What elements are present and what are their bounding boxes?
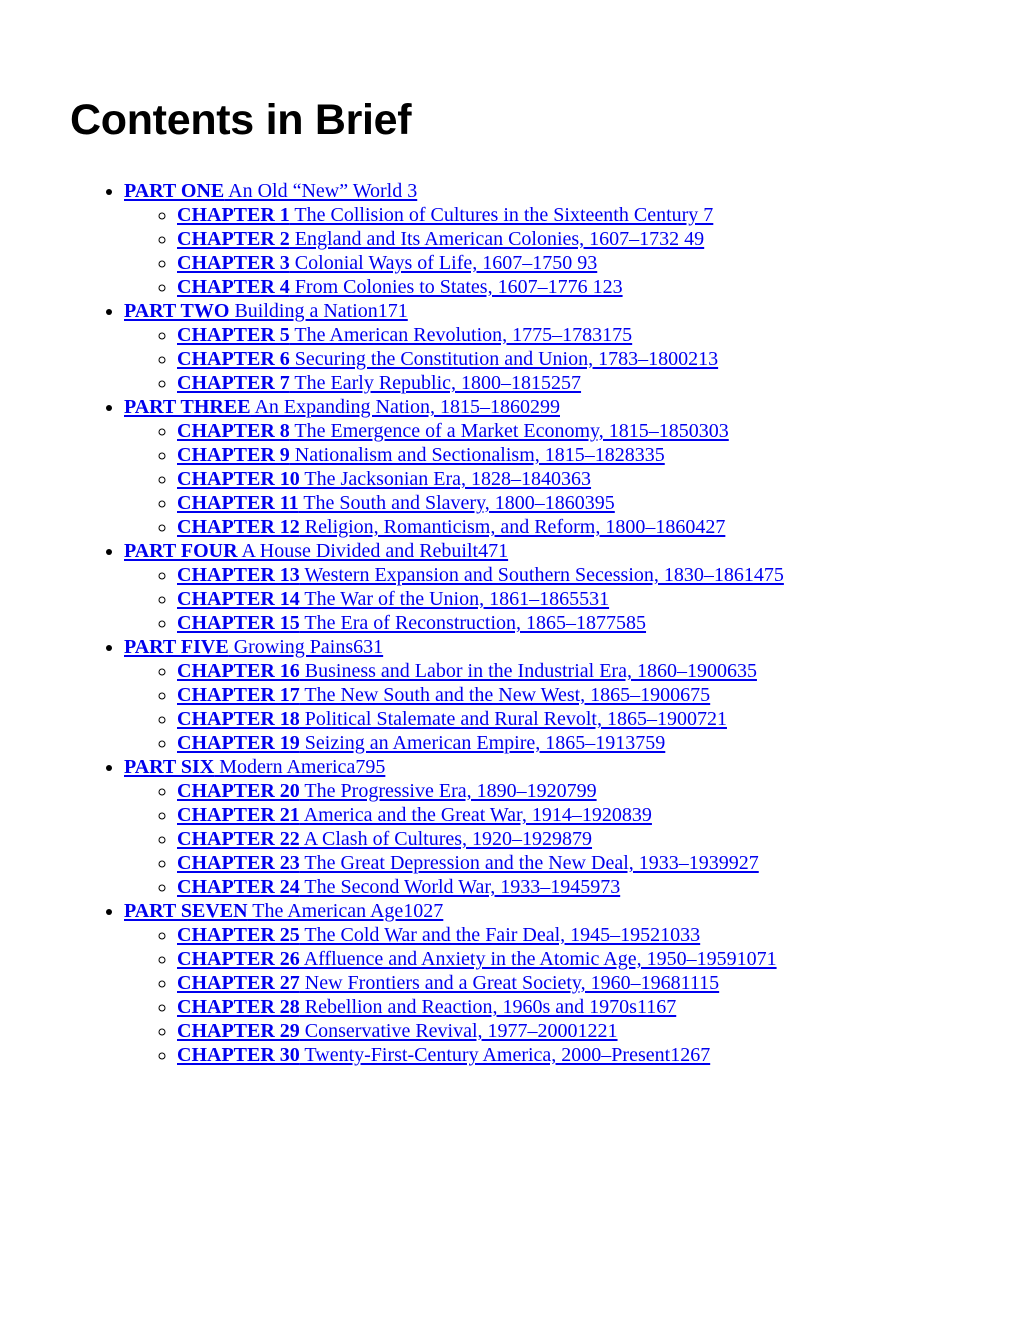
part-label: PART FIVE <box>124 636 229 658</box>
chapter-list <box>124 419 1020 539</box>
chapter-label: CHAPTER 18 <box>177 708 300 730</box>
chapter-label: CHAPTER 1 <box>177 204 290 226</box>
part-label: PART TWO <box>124 300 230 322</box>
chapter-title: The South and Slavery, 1800–1860395 <box>298 492 615 514</box>
chapter-link[interactable] <box>177 924 700 946</box>
chapter-label: CHAPTER 30 <box>177 1044 300 1066</box>
chapter-link[interactable] <box>177 972 719 994</box>
chapter-label: CHAPTER 7 <box>177 372 290 394</box>
part-item <box>124 635 1020 755</box>
part-title: Modern America795 <box>214 756 386 778</box>
chapter-label: CHAPTER 19 <box>177 732 300 754</box>
chapter-item <box>177 923 1020 947</box>
chapter-item <box>177 275 1020 299</box>
toc-page <box>70 95 1020 1067</box>
chapter-link[interactable] <box>177 420 729 442</box>
part-link[interactable] <box>124 756 385 778</box>
chapter-label: CHAPTER 17 <box>177 684 300 706</box>
chapter-item <box>177 419 1020 443</box>
chapter-item <box>177 467 1020 491</box>
chapter-list <box>124 323 1020 395</box>
chapter-title: Seizing an American Empire, 1865–1913759 <box>299 732 666 754</box>
chapter-list <box>124 203 1020 299</box>
part-link[interactable] <box>124 300 408 322</box>
chapter-item <box>177 971 1020 995</box>
chapter-item <box>177 947 1020 971</box>
chapter-item <box>177 323 1020 347</box>
chapter-label: CHAPTER 16 <box>177 660 300 682</box>
chapter-title: England and Its American Colonies, 1607–1732 49 <box>289 228 705 250</box>
chapter-list <box>124 659 1020 755</box>
chapter-title: The War of the Union, 1861–1865531 <box>299 588 610 610</box>
chapter-label: CHAPTER 21 <box>177 804 300 826</box>
chapter-link[interactable] <box>177 684 710 706</box>
chapter-link[interactable] <box>177 876 620 898</box>
chapter-title: Nationalism and Sectionalism, 1815–1828335 <box>289 444 665 466</box>
chapter-title: The Emergence of a Market Economy, 1815–1850303 <box>289 420 729 442</box>
chapter-label: CHAPTER 26 <box>177 948 300 970</box>
chapter-title: The Progressive Era, 1890–1920799 <box>299 780 597 802</box>
part-label: PART SEVEN <box>124 900 248 922</box>
chapter-link[interactable] <box>177 564 784 586</box>
part-title: The American Age1027 <box>247 900 444 922</box>
chapter-item <box>177 347 1020 371</box>
chapter-item <box>177 1043 1020 1067</box>
page-title: Contents in Brief <box>70 96 412 144</box>
chapter-title: The Great Depression and the New Deal, 1933–1939927 <box>299 852 759 874</box>
chapter-label: CHAPTER 4 <box>177 276 290 298</box>
parts-list <box>70 179 1020 1067</box>
chapter-title: The Era of Reconstruction, 1865–1877585 <box>299 612 647 634</box>
chapter-label: CHAPTER 27 <box>177 972 300 994</box>
part-item <box>124 395 1020 539</box>
chapter-title: Affluence and Anxiety in the Atomic Age, 1950–19591071 <box>299 948 777 970</box>
chapter-title: Rebellion and Reaction, 1960s and 1970s1167 <box>299 996 677 1018</box>
part-title: Growing Pains631 <box>228 636 384 658</box>
chapter-link[interactable] <box>177 372 581 394</box>
chapter-label: CHAPTER 6 <box>177 348 290 370</box>
part-item <box>124 899 1020 1067</box>
chapter-link[interactable] <box>177 276 623 298</box>
chapter-label: CHAPTER 29 <box>177 1020 300 1042</box>
chapter-item <box>177 1019 1020 1043</box>
chapter-item <box>177 707 1020 731</box>
chapter-link[interactable] <box>177 228 704 250</box>
chapter-link[interactable] <box>177 804 652 826</box>
chapter-label: CHAPTER 13 <box>177 564 300 586</box>
chapter-link[interactable] <box>177 612 646 634</box>
chapter-list <box>124 779 1020 899</box>
chapter-label: CHAPTER 12 <box>177 516 300 538</box>
part-label: PART SIX <box>124 756 215 778</box>
chapter-item <box>177 251 1020 275</box>
part-link[interactable] <box>124 396 560 418</box>
part-title: Building a Nation171 <box>229 300 408 322</box>
part-link[interactable] <box>124 900 443 922</box>
chapter-label: CHAPTER 15 <box>177 612 300 634</box>
chapter-link[interactable] <box>177 252 597 274</box>
part-item <box>124 299 1020 395</box>
chapter-title: Religion, Romanticism, and Reform, 1800–1860427 <box>299 516 726 538</box>
chapter-title: Political Stalemate and Rural Revolt, 1865–1900721 <box>299 708 727 730</box>
chapter-link[interactable] <box>177 996 676 1018</box>
chapter-item <box>177 203 1020 227</box>
chapter-title: Securing the Constitution and Union, 1783–1800213 <box>289 348 719 370</box>
chapter-item <box>177 611 1020 635</box>
chapter-item <box>177 491 1020 515</box>
part-title: An Old “New” World 3 <box>224 180 418 202</box>
chapter-title: A Clash of Cultures, 1920–1929879 <box>299 828 593 850</box>
part-title: An Expanding Nation, 1815–1860299 <box>250 396 560 418</box>
chapter-title: Western Expansion and Southern Secession, 1830–1861475 <box>299 564 784 586</box>
chapter-link[interactable] <box>177 948 777 970</box>
chapter-item <box>177 515 1020 539</box>
chapter-title: The Second World War, 1933–1945973 <box>299 876 621 898</box>
chapter-title: Colonial Ways of Life, 1607–1750 93 <box>289 252 598 274</box>
chapter-item <box>177 371 1020 395</box>
chapter-link[interactable] <box>177 1020 618 1042</box>
chapter-item <box>177 827 1020 851</box>
chapter-title: Conservative Revival, 1977–20001221 <box>299 1020 618 1042</box>
chapter-item <box>177 803 1020 827</box>
chapter-item <box>177 731 1020 755</box>
chapter-label: CHAPTER 25 <box>177 924 300 946</box>
chapter-link[interactable] <box>177 852 759 874</box>
chapter-link[interactable] <box>177 732 665 754</box>
chapter-title: The Collision of Cultures in the Sixteenth Century 7 <box>289 204 714 226</box>
part-link[interactable] <box>124 636 383 658</box>
chapter-link[interactable] <box>177 516 725 538</box>
chapter-item <box>177 779 1020 803</box>
chapter-item <box>177 875 1020 899</box>
chapter-item <box>177 587 1020 611</box>
chapter-title: The American Revolution, 1775–1783175 <box>289 324 633 346</box>
chapter-label: CHAPTER 8 <box>177 420 290 442</box>
chapter-label: CHAPTER 9 <box>177 444 290 466</box>
chapter-label: CHAPTER 22 <box>177 828 300 850</box>
chapter-title: New Frontiers and a Great Society, 1960–19681115 <box>299 972 720 994</box>
part-label: PART ONE <box>124 180 225 202</box>
chapter-item <box>177 659 1020 683</box>
chapter-link[interactable] <box>177 204 713 226</box>
chapter-label: CHAPTER 28 <box>177 996 300 1018</box>
chapter-link[interactable] <box>177 444 665 466</box>
chapter-link[interactable] <box>177 588 609 610</box>
chapter-title: The Jacksonian Era, 1828–1840363 <box>299 468 592 490</box>
chapter-title: America and the Great War, 1914–1920839 <box>299 804 652 826</box>
chapter-item <box>177 683 1020 707</box>
chapter-item <box>177 443 1020 467</box>
chapter-label: CHAPTER 14 <box>177 588 300 610</box>
chapter-item <box>177 227 1020 251</box>
chapter-link[interactable] <box>177 348 718 370</box>
chapter-link[interactable] <box>177 780 597 802</box>
chapter-link[interactable] <box>177 492 615 514</box>
chapter-link[interactable] <box>177 660 757 682</box>
chapter-label: CHAPTER 24 <box>177 876 300 898</box>
chapter-list <box>124 563 1020 635</box>
part-link[interactable] <box>124 540 508 562</box>
chapter-title: The Early Republic, 1800–1815257 <box>289 372 582 394</box>
part-label: PART THREE <box>124 396 251 418</box>
chapter-list <box>124 923 1020 1067</box>
part-label: PART FOUR <box>124 540 238 562</box>
chapter-link[interactable] <box>177 1044 710 1066</box>
chapter-link[interactable] <box>177 708 727 730</box>
chapter-label: CHAPTER 10 <box>177 468 300 490</box>
part-item <box>124 179 1020 299</box>
chapter-label: CHAPTER 11 <box>177 492 299 514</box>
chapter-label: CHAPTER 5 <box>177 324 290 346</box>
chapter-item <box>177 995 1020 1019</box>
chapter-title: Twenty-First-Century America, 2000–Present1267 <box>299 1044 711 1066</box>
chapter-title: The New South and the New West, 1865–1900675 <box>299 684 711 706</box>
chapter-link[interactable] <box>177 324 632 346</box>
part-item <box>124 539 1020 635</box>
chapter-link[interactable] <box>177 828 592 850</box>
chapter-title: From Colonies to States, 1607–1776 123 <box>289 276 623 298</box>
chapter-title: The Cold War and the Fair Deal, 1945–19521033 <box>299 924 701 946</box>
chapter-label: CHAPTER 23 <box>177 852 300 874</box>
chapter-label: CHAPTER 20 <box>177 780 300 802</box>
part-item <box>124 755 1020 899</box>
part-title: A House Divided and Rebuilt471 <box>237 540 509 562</box>
chapter-title: Business and Labor in the Industrial Era, 1860–1900635 <box>299 660 757 682</box>
part-link[interactable] <box>124 180 417 202</box>
chapter-item <box>177 851 1020 875</box>
chapter-link[interactable] <box>177 468 591 490</box>
chapter-label: CHAPTER 3 <box>177 252 290 274</box>
chapter-label: CHAPTER 2 <box>177 228 290 250</box>
chapter-item <box>177 563 1020 587</box>
